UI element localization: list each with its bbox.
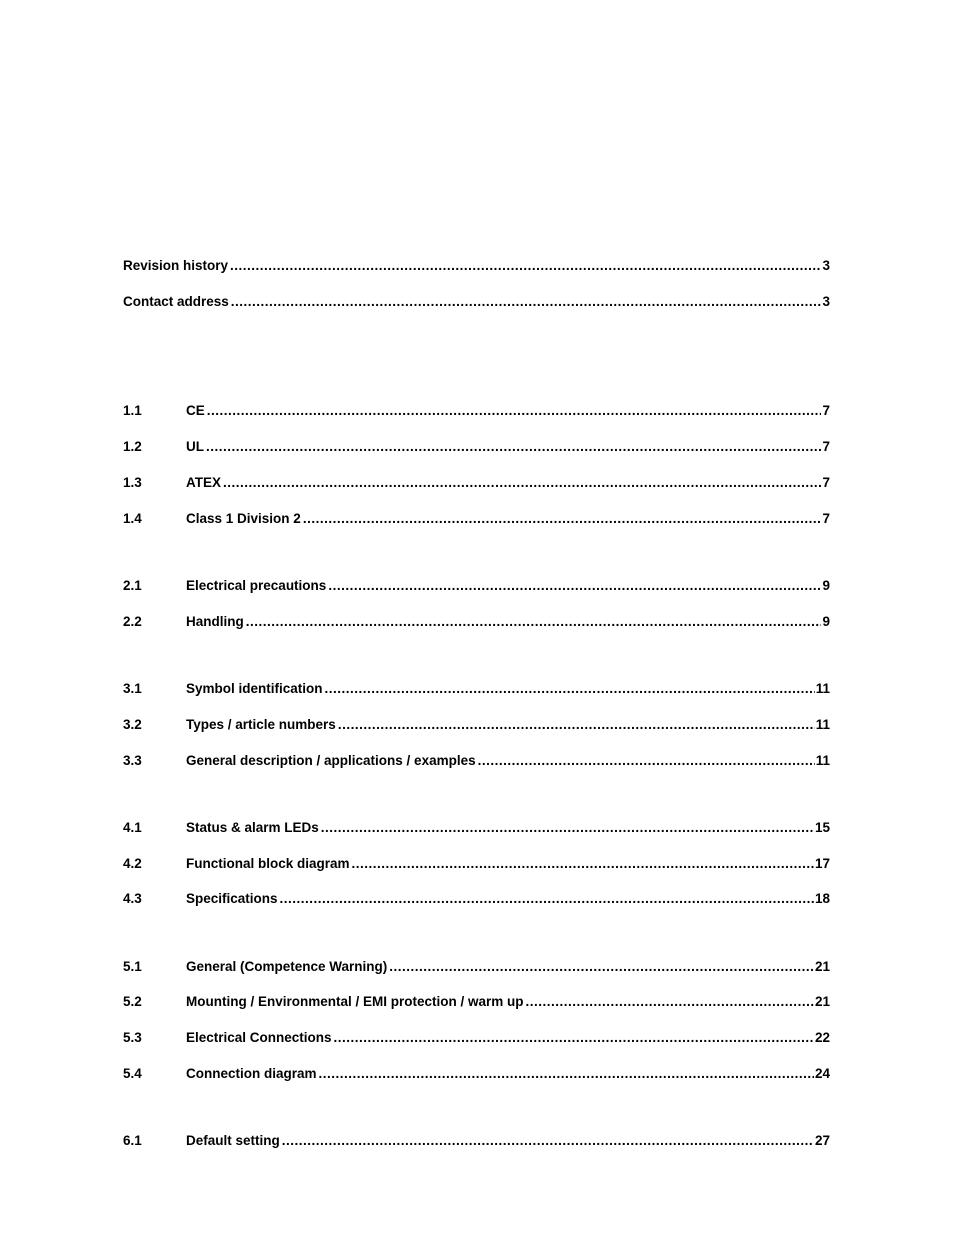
toc-entry-page: 24 [814,1066,830,1081]
toc-entry-4-3[interactable] [123,889,830,909]
toc-leader-dots [338,715,815,735]
toc-entry-number: 1.3 [123,475,142,490]
toc-entry-5-4[interactable] [123,1064,830,1084]
toc-entry-2-2[interactable] [123,612,830,632]
toc-leader-dots [230,256,821,276]
toc-entry-title: Electrical precautions [186,578,327,593]
toc-entry-page: 9 [822,614,830,629]
toc-entry-number: 5.1 [123,959,142,974]
toc-entry-title: UL [186,439,204,454]
toc-entry-number: 5.3 [123,1030,142,1045]
toc-entry-number: 3.3 [123,753,142,768]
toc-entry-1-2[interactable] [123,437,830,457]
toc-entry-title: Types / article numbers [186,717,336,732]
toc-entry-6-1[interactable] [123,1131,830,1151]
toc-entry-number: 2.1 [123,578,142,593]
toc-entry-3-2[interactable] [123,715,830,735]
toc-entry-title: Status & alarm LEDs [186,820,319,835]
toc-leader-dots [207,401,822,421]
toc-entry-title: Symbol identification [186,681,323,696]
toc-entry-number: 1.2 [123,439,142,454]
toc-entry-title: ATEX [186,475,222,490]
toc-entry-title: Default setting [186,1133,280,1148]
toc-entry-3-3[interactable] [123,751,830,771]
toc-entry-3-1[interactable] [123,679,830,699]
toc-entry-title: Electrical Connections [186,1030,332,1045]
toc-entry-1-3[interactable] [123,473,830,493]
toc-leader-dots [280,889,814,909]
toc-leader-dots [389,957,814,977]
toc-entry-number: 1.1 [123,403,142,418]
toc-entry-contact-address[interactable] [123,292,830,312]
toc-entry-5-1[interactable] [123,957,830,977]
toc-entry-1-4[interactable] [123,509,830,529]
toc-entry-title: Handling [186,614,244,629]
toc-leader-dots [321,818,814,838]
toc-entry-page: 21 [814,994,830,1009]
toc-entry-number: 1.4 [123,511,142,526]
toc-entry-number: 6.1 [123,1133,142,1148]
toc-entry-1-1[interactable] [123,401,830,421]
toc-leader-dots [206,437,821,457]
toc-entry-number: 5.4 [123,1066,142,1081]
toc-entry-page: 3 [822,294,830,309]
toc-entry-page: 7 [822,475,830,490]
toc-entry-number: 4.1 [123,820,142,835]
toc-entry-number: 5.2 [123,994,142,1009]
toc-entry-number: 3.1 [123,681,142,696]
toc-entry-page: 11 [815,753,830,768]
toc-entry-number: 3.2 [123,717,142,732]
toc-entry-title: Connection diagram [186,1066,317,1081]
toc-entry-title: Mounting / Environmental / EMI protection / warm up [186,994,524,1009]
toc-entry-page: 22 [814,1030,830,1045]
toc-entry-5-2[interactable] [123,992,830,1012]
toc-entry-page: 11 [815,717,830,732]
toc-leader-dots [246,612,822,632]
toc-entry-revision-history[interactable] [123,256,830,276]
toc-entry-page: 7 [822,511,830,526]
toc-entry-page: 11 [815,681,830,696]
toc-entry-page: 18 [814,891,830,906]
toc-entry-title: Revision history [123,258,229,273]
toc-entry-title: Contact address [123,294,229,309]
toc-entry-number: 4.3 [123,891,142,906]
toc-entry-page: 15 [814,820,830,835]
toc-entry-number: 4.2 [123,856,142,871]
toc-entry-2-1[interactable] [123,576,830,596]
toc-leader-dots [303,509,822,529]
toc-entry-title: Functional block diagram [186,856,350,871]
toc-leader-dots [231,292,822,312]
toc-entry-number: 2.2 [123,614,142,629]
toc-entry-4-2[interactable] [123,854,830,874]
toc-leader-dots [352,854,814,874]
toc-entry-title: Class 1 Division 2 [186,511,301,526]
toc-leader-dots [319,1064,814,1084]
toc-leader-dots [223,473,821,493]
toc-entry-title: General description / applications / examples [186,753,476,768]
toc-leader-dots [478,751,815,771]
toc-leader-dots [334,1028,814,1048]
toc-entry-5-3[interactable] [123,1028,830,1048]
toc-entry-page: 17 [814,856,830,871]
toc-entry-title: CE [186,403,205,418]
toc-leader-dots [526,992,814,1012]
toc-entry-page: 27 [814,1133,830,1148]
toc-leader-dots [328,576,821,596]
toc-entry-page: 7 [822,439,830,454]
toc-entry-page: 7 [822,403,830,418]
toc-entry-page: 9 [822,578,830,593]
toc-entry-title: General (Competence Warning) [186,959,388,974]
toc-entry-page: 21 [814,959,830,974]
toc-leader-dots [282,1131,814,1151]
toc-entry-title: Specifications [186,891,278,906]
toc-leader-dots [325,679,815,699]
toc-entry-page: 3 [822,258,830,273]
toc-entry-4-1[interactable] [123,818,830,838]
